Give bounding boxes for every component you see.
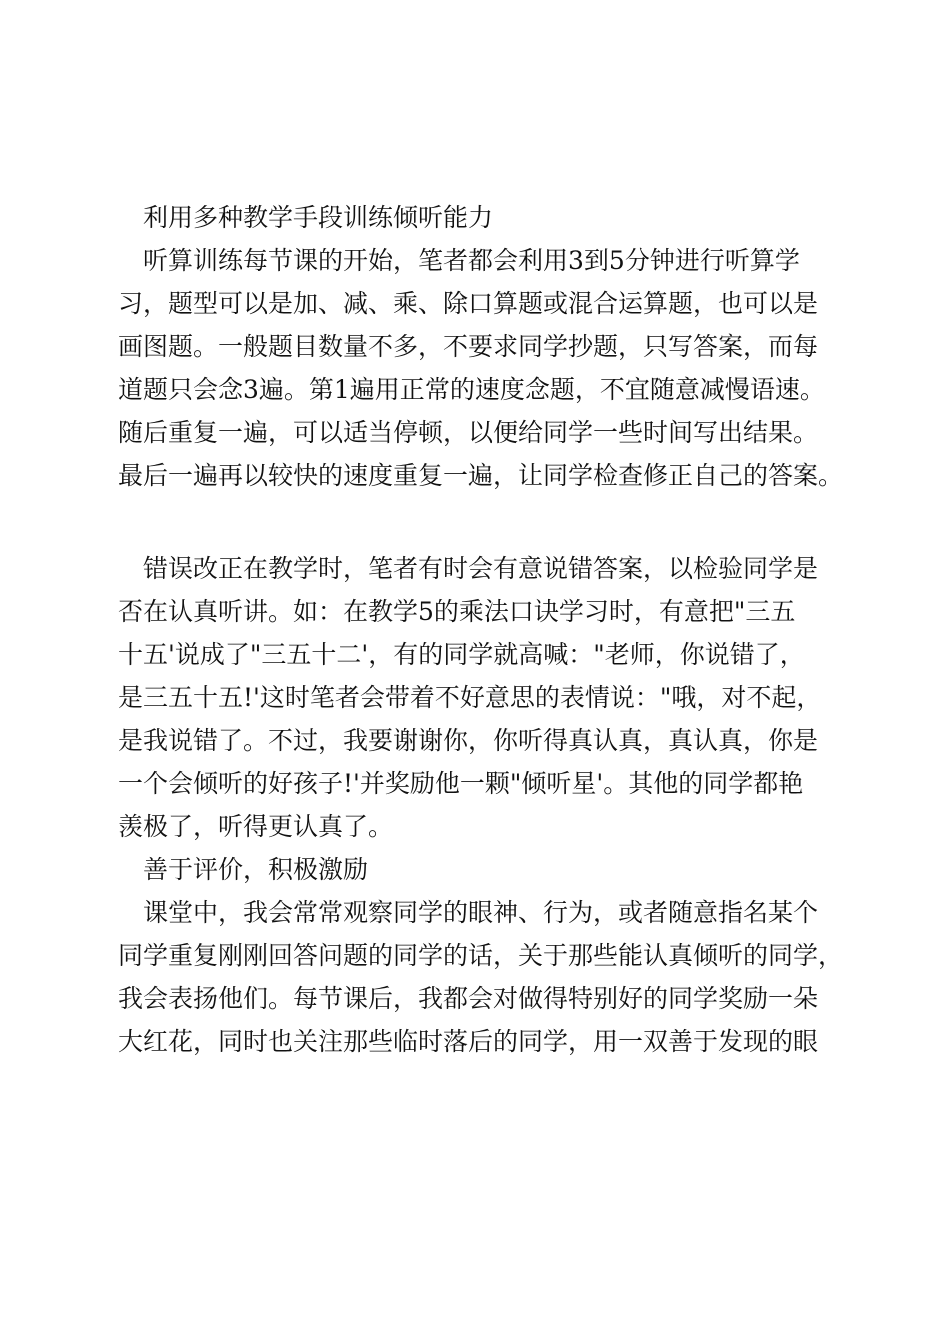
paragraph-line: 错误改正在教学时，笔者有时会有意说错答案，以检验同学是: [143, 554, 819, 583]
paragraph-line: 听算训练每节课的开始，笔者都会利用3到5分钟进行听算学: [143, 246, 800, 275]
paragraph-gap: [118, 497, 850, 547]
paragraph-line: 羡极了，听得更认真了。: [118, 812, 394, 841]
paragraph-line: 道题只会念3遍。第1遍用正常的速度念题，不宜随意减慢语速。: [118, 375, 825, 404]
paragraph-line: 随后重复一遍，可以适当停顿，以便给同学一些时间写出结果。: [118, 418, 819, 447]
paragraph-line: 否在认真听讲。如：在教学5的乘法口诀学习时，有意把"三五: [118, 597, 796, 626]
paragraph-line: 最后一遍再以较快的速度重复一遍，让同学检查修正自己的答案。: [118, 461, 844, 490]
paragraph-line: 十五'说成了"三五十二'，有的同学就高喊："老师，你说错了，: [118, 640, 805, 669]
paragraph-line: 习，题型可以是加、减、乘、除口算题或混合运算题，也可以是: [118, 289, 819, 318]
paragraph-line: 大红花，同时也关注那些临时落后的同学，用一双善于发现的眼: [118, 1027, 819, 1056]
paragraph-line: 是三五十五!'这时笔者会带着不好意思的表情说："哦，对不起，: [118, 683, 822, 712]
paragraph-line: 同学重复刚刚回答问题的同学的话，关于那些能认真倾听的同学，: [118, 941, 844, 970]
paragraph-line: 课堂中，我会常常观察同学的眼神、行为，或者随意指名某个: [143, 898, 819, 927]
paragraph-line: 画图题。一般题目数量不多，不要求同学抄题，只写答案，而每: [118, 332, 819, 361]
paragraph-line: 一个会倾听的好孩子!'并奖励他一颗"倾听星'。其他的同学都艳: [118, 769, 804, 798]
paragraph-line: 我会表扬他们。每节课后，我都会对做得特别好的同学奖励一朵: [118, 984, 819, 1013]
document-body: [118, 196, 850, 1063]
section-heading-listening-methods: 利用多种教学手段训练倾听能力: [143, 203, 494, 232]
paragraph-line: 是我说错了。不过，我要谢谢你，你听得真认真，真认真，你是: [118, 726, 819, 755]
section-heading-evaluation: 善于评价，积极激励: [143, 855, 369, 884]
